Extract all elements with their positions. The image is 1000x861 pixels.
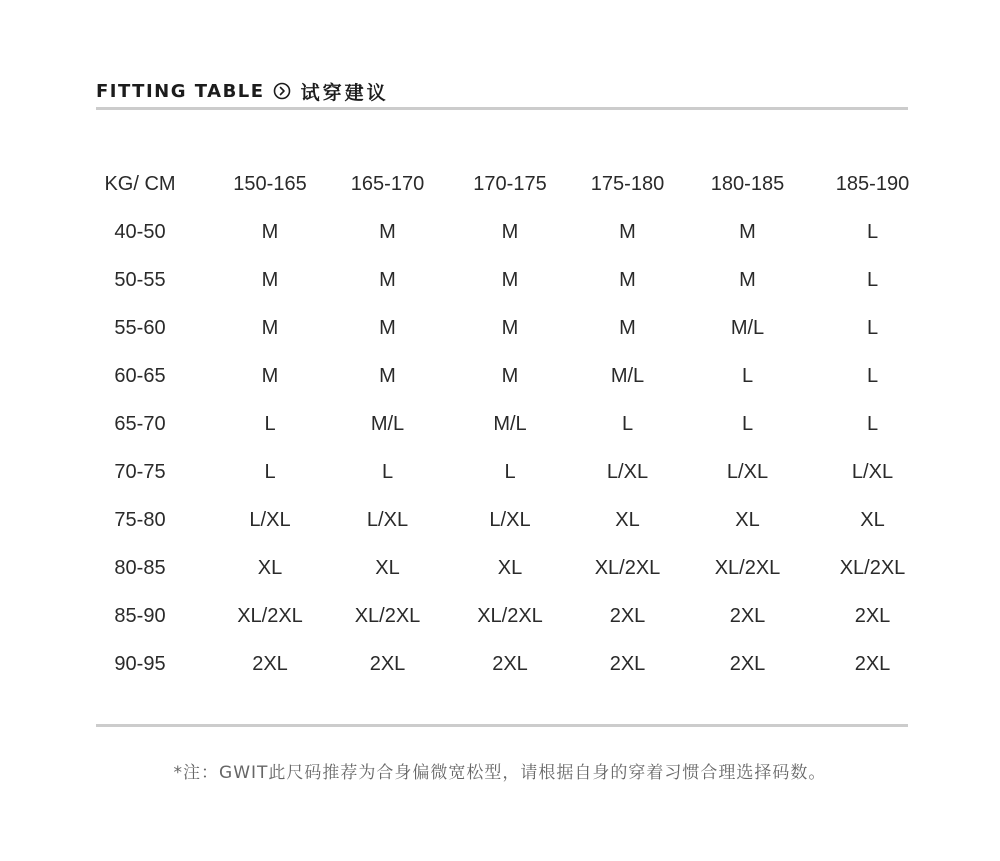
row-header: 80-85 [114, 556, 166, 579]
table-row [80, 304, 920, 352]
size-cell: XL/2XL [237, 604, 303, 627]
size-cell: L/XL [726, 460, 769, 483]
table-row [80, 400, 920, 448]
size-cell: L [741, 364, 754, 387]
size-cell: M [619, 268, 636, 291]
size-cell: M [379, 268, 396, 291]
size-cell: 2XL [492, 652, 528, 675]
size-cell: M [379, 220, 396, 243]
fitting-size-table [80, 160, 920, 688]
column-header: 150-165 [233, 172, 307, 195]
size-cell: XL/2XL [477, 604, 543, 627]
column-header: 180-185 [710, 172, 785, 195]
size-cell: L/XL [606, 460, 649, 483]
size-cell: M [261, 316, 279, 339]
row-header: 55-60 [114, 316, 166, 339]
row-header: 75-80 [114, 508, 166, 531]
size-cell: M [379, 316, 396, 339]
size-cell: L/XL [366, 508, 409, 531]
table-row [80, 256, 920, 304]
size-cell: 2XL [252, 652, 288, 675]
size-cell: XL [497, 556, 523, 579]
size-cell: M [501, 364, 519, 387]
size-cell: L [866, 220, 879, 243]
size-cell: M [501, 220, 519, 243]
page-header [96, 76, 389, 106]
size-cell: L/XL [851, 460, 894, 483]
column-header: 175-180 [590, 172, 665, 195]
table-row [80, 640, 920, 688]
size-cell: M [501, 268, 519, 291]
table-row [80, 448, 920, 496]
size-cell: M [619, 220, 636, 243]
size-cell: L/XL [489, 508, 531, 531]
table-row [80, 544, 920, 592]
size-cell: M [739, 268, 756, 291]
table-row [80, 592, 920, 640]
size-cell: 2XL [369, 652, 406, 675]
page-title-en: FITTING TABLE [96, 80, 265, 102]
column-header: 185-190 [835, 172, 910, 195]
size-cell: XL/2XL [714, 556, 781, 579]
size-cell: M [261, 268, 279, 291]
size-cell: 2XL [729, 652, 766, 675]
size-cell: 2XL [854, 604, 891, 627]
size-cell: M/L [493, 412, 527, 435]
size-cell: XL/2XL [594, 556, 661, 579]
size-cell: XL [375, 556, 400, 579]
size-cell: XL [257, 556, 283, 579]
row-header: 60-65 [114, 364, 166, 387]
column-header: 170-175 [473, 172, 547, 195]
size-cell: L [264, 460, 276, 483]
top-divider [96, 107, 908, 110]
corner-label: KG/ CM [104, 172, 176, 195]
size-cell: XL [860, 508, 885, 531]
bottom-divider [96, 724, 908, 727]
size-cell: M [739, 220, 756, 243]
size-cell: M/L [730, 316, 765, 339]
size-cell: L [381, 460, 394, 483]
table-row [80, 208, 920, 256]
table-row [80, 496, 920, 544]
size-cell: 2XL [854, 652, 891, 675]
size-cell: 2XL [609, 652, 646, 675]
size-cell: M [619, 316, 636, 339]
row-header: 50-55 [114, 268, 166, 291]
size-cell: M [379, 364, 396, 387]
table-row [80, 352, 920, 400]
row-header: 85-90 [114, 604, 166, 627]
table-header-row [80, 160, 920, 208]
size-cell: L [741, 412, 754, 435]
size-cell: M/L [610, 364, 645, 387]
size-cell: L [866, 268, 879, 291]
fit-note: *注：GWIT此尺码推荐为合身偏微宽松型，请根据自身的穿着习惯合理选择码数。 [173, 763, 827, 783]
circle-chevron-right-icon [273, 82, 291, 100]
size-cell: 2XL [729, 604, 766, 627]
row-header: 90-95 [114, 652, 166, 675]
size-cell: XL [615, 508, 640, 531]
size-cell: L/XL [249, 508, 291, 531]
size-cell: L [621, 412, 634, 435]
size-cell: L [504, 460, 516, 483]
size-cell: XL [735, 508, 760, 531]
size-cell: XL/2XL [839, 556, 906, 579]
row-header: 70-75 [114, 460, 166, 483]
size-cell: L [866, 412, 879, 435]
row-header: 40-50 [114, 220, 166, 243]
row-header: 65-70 [114, 412, 166, 435]
size-cell: L [866, 316, 879, 339]
column-header: 165-170 [350, 172, 425, 195]
size-cell: M [261, 364, 279, 387]
size-cell: XL/2XL [354, 604, 421, 627]
size-cell: M/L [370, 412, 405, 435]
size-cell: L [866, 364, 879, 387]
page-title-cn: 试穿建议 [300, 81, 389, 104]
size-cell: L [264, 412, 276, 435]
size-cell: 2XL [609, 604, 646, 627]
size-cell: M [261, 220, 279, 243]
size-cell: M [501, 316, 519, 339]
